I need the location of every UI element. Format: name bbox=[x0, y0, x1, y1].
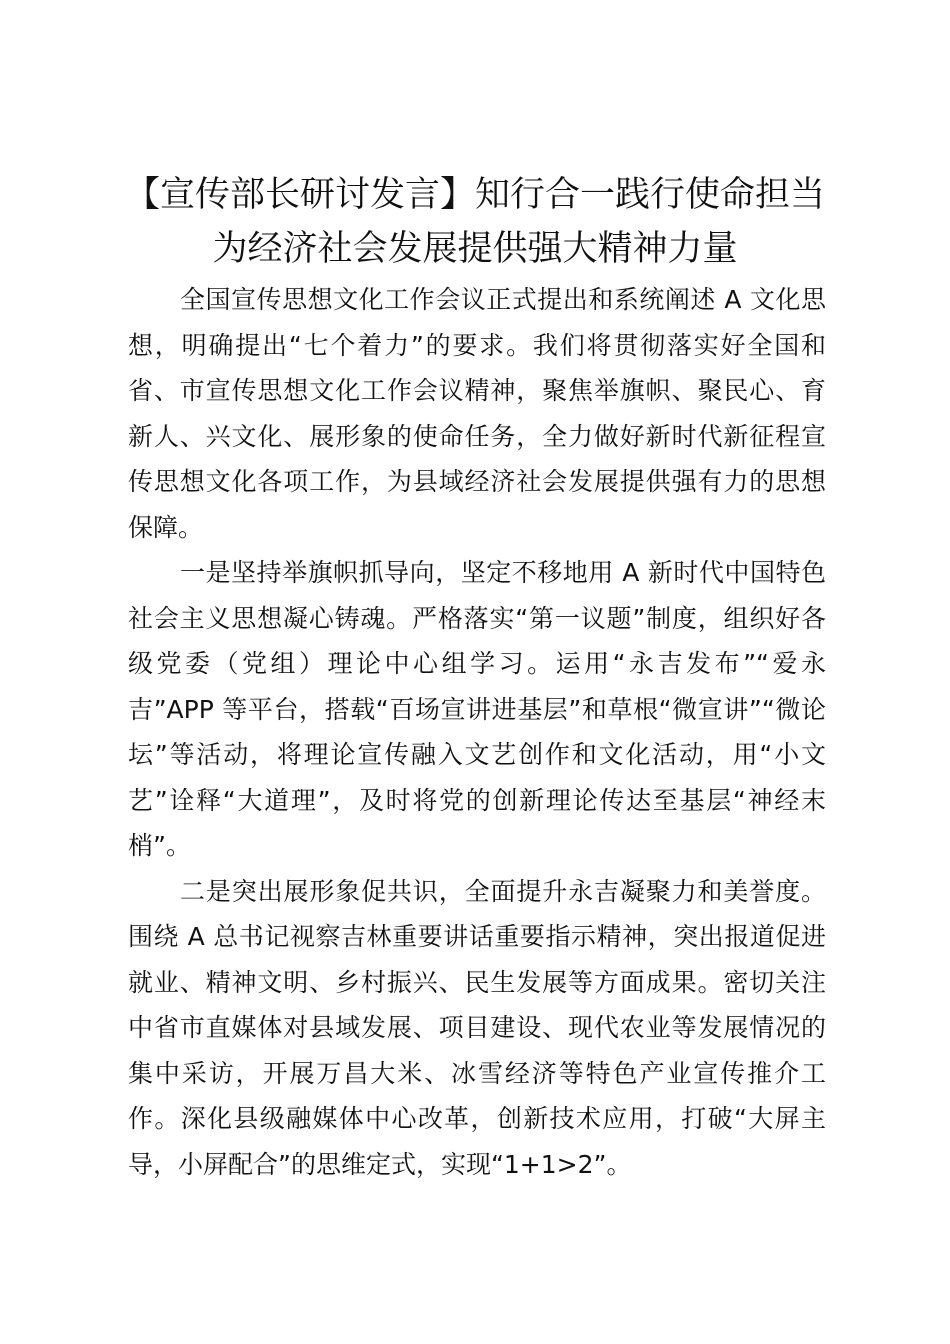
paragraph-intro: 全国宣传思想文化工作会议正式提出和系统阐述 A 文化思想，明确提出“七个着力”的要求。我们将贯彻落实好全国和省、市宣传思想文化工作会议精神，聚焦举旗帜、聚民心、育新人、兴文化、展形象的使命任务，全力做好新时代新征程宣传思想文化各项工作，为县域经济社会发展提供强有力的思想保障。 bbox=[128, 285, 826, 542]
title-line-2: 为经济社会发展提供强大精神力量 bbox=[212, 229, 738, 269]
document-title bbox=[100, 168, 850, 276]
paragraph-point-1: 一是坚持举旗帜抓导向，坚定不移地用 A 新时代中国特色社会主义思想凝心铸魂。严格落实“第一议题”制度，组织好各级党委（党组）理论中心组学习。运用“永吉发布”“爱永吉”APP 等平台，搭载“百场宣讲进基层”和草根“微宣讲”“微论坛”等活动，将理论宣传融入文艺创作和文化活动，用“小文艺”诠释“大道理”，及时将党的创新理论传达至基层“神经末梢”。 bbox=[128, 558, 826, 860]
document-body bbox=[128, 277, 826, 1187]
paragraph-point-2: 二是突出展形象促共识，全面提升永吉凝聚力和美誉度。围绕 A 总书记视察吉林重要讲话重要指示精神，突出报道促进就业、精神文明、乡村振兴、民生发展等方面成果。密切关注中省市直媒体对县域发展、项目建设、现代农业等发展情况的集中采访，开展万昌大米、冰雪经济等特色产业宣传推介工作。深化县级融媒体中心改革，创新技术应用，打破“大屏主导，小屏配合”的思维定式，实现“1+1>2”。 bbox=[128, 876, 826, 1179]
title-line-1: 【宣传部长研讨发言】知行合一践行使命担当 bbox=[124, 175, 825, 215]
